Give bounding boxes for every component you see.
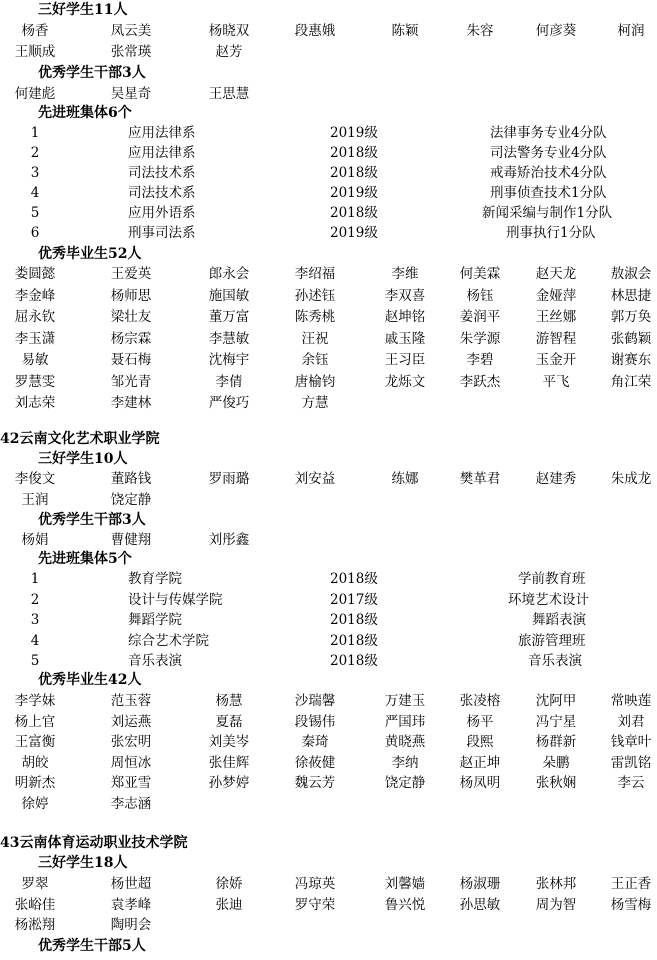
s1-sanhao-row — [0, 42, 657, 63]
s1-biye-heading: 优秀毕业生52人 — [38, 246, 142, 262]
name-cell: 张凌榕 — [459, 693, 501, 709]
name-cell: 何美霖 — [459, 266, 501, 282]
name-cell: 玉金开 — [535, 352, 577, 368]
name-cell: 冯宁星 — [535, 713, 577, 730]
class-cell: 旅游管理班 — [518, 632, 586, 649]
name-cell: 戚玉隆 — [384, 330, 426, 347]
s3-sanhao-row — [0, 874, 657, 895]
grade-cell: 2017级 — [330, 591, 378, 608]
name-cell: 鲁兴悦 — [384, 896, 426, 913]
name-cell: 郭万奂 — [610, 309, 652, 325]
class-cell: 学前教育班 — [518, 571, 586, 587]
s2-biye-row — [0, 773, 657, 794]
name-cell: 陈颖 — [391, 23, 419, 39]
name-cell: 金娅萍 — [535, 287, 577, 304]
name-cell: 段惠娥 — [294, 23, 336, 39]
grade-cell: 2018级 — [330, 571, 378, 587]
name-cell: 凤云美 — [110, 23, 152, 39]
s2-biye-row — [0, 753, 657, 774]
name-cell: 陶明会 — [110, 917, 152, 933]
name-cell: 李玉潇 — [14, 330, 56, 347]
name-cell: 钱章叶 — [610, 734, 652, 751]
name-cell: 杨雪梅 — [610, 896, 652, 913]
dept-cell: 综合艺术学院 — [128, 632, 209, 649]
name-cell: 方慧 — [301, 395, 329, 411]
s3-sanhao-row — [0, 915, 657, 936]
name-cell: 段熙 — [466, 734, 494, 751]
name-cell: 李云 — [617, 775, 645, 792]
s2-ganbu-row — [0, 530, 657, 551]
name-cell: 徐婷 — [21, 796, 49, 812]
name-cell: 孙梦婷 — [208, 775, 250, 792]
s1-jiti-heading: 先进班集体6个 — [38, 105, 132, 121]
s2-biye-row — [0, 732, 657, 753]
name-cell: 何彦葵 — [535, 23, 577, 39]
name-cell: 周为智 — [535, 896, 577, 913]
name-cell: 朵鹏 — [542, 754, 570, 771]
name-cell: 吴星奇 — [110, 86, 152, 102]
name-cell: 杨世超 — [110, 876, 152, 892]
name-cell: 沙瑞馨 — [294, 693, 336, 709]
row-number: 1 — [30, 571, 40, 587]
name-cell: 孙述钰 — [294, 287, 336, 304]
name-cell: 刘彤鑫 — [208, 532, 250, 548]
s1-biye-row — [0, 372, 657, 393]
name-cell: 常映莲 — [610, 693, 652, 709]
name-cell: 孙思敏 — [459, 896, 501, 913]
name-cell: 郑亚雪 — [110, 775, 152, 792]
grade-cell: 2018级 — [330, 653, 378, 669]
name-cell: 娄圆懿 — [14, 266, 56, 282]
s2-biye-row — [0, 794, 657, 815]
name-cell: 李双喜 — [384, 287, 426, 304]
name-cell: 杨上官 — [14, 713, 56, 730]
name-cell: 李志涵 — [110, 796, 152, 812]
name-cell: 郎永会 — [208, 266, 250, 282]
name-cell: 魏云芳 — [294, 775, 336, 792]
name-cell: 罗慧雯 — [14, 373, 56, 390]
name-cell: 陈秀桃 — [294, 309, 336, 325]
class-cell: 环境艺术设计 — [508, 591, 589, 608]
name-cell: 严俊巧 — [208, 395, 250, 411]
name-cell: 杨慧 — [215, 693, 243, 709]
name-cell: 李倩 — [215, 373, 243, 390]
s2-jiti-row — [0, 569, 657, 590]
name-cell: 罗雨璐 — [208, 471, 250, 487]
class-cell: 舞蹈表演 — [532, 612, 586, 628]
name-cell: 冯琼英 — [294, 876, 336, 892]
name-cell: 刘志荣 — [14, 395, 56, 411]
s2-sanhao-row — [0, 469, 657, 490]
name-cell: 刘美岑 — [208, 734, 250, 751]
name-cell: 李慧敏 — [208, 330, 250, 347]
name-cell: 胡皎 — [21, 754, 49, 771]
name-cell: 董万富 — [208, 309, 250, 325]
name-cell: 李学妹 — [14, 693, 56, 709]
name-cell: 董路钱 — [110, 471, 152, 487]
name-cell: 李俊文 — [14, 471, 56, 487]
name-cell: 余钰 — [301, 352, 329, 368]
s2-sanhao-heading: 三好学生10人 — [38, 451, 128, 467]
s1-jiti-row: 6 刑事司法系 2019级 刑事执行1分队 — [30, 225, 596, 241]
name-cell: 杨宗霖 — [110, 330, 152, 347]
name-cell: 赵坤铭 — [384, 309, 426, 325]
name-cell: 杨香 — [21, 23, 49, 39]
name-cell: 李跃杰 — [459, 373, 501, 390]
name-cell: 王顺成 — [14, 44, 56, 60]
name-cell: 朱容 — [466, 23, 494, 39]
name-cell: 张宏明 — [110, 734, 152, 751]
name-cell: 王富衡 — [14, 734, 56, 751]
dept-cell: 设计与传媒学院 — [128, 591, 223, 608]
s1-sanhao-heading: 三好学生11人 — [38, 2, 128, 18]
name-cell: 袁孝峰 — [110, 896, 152, 913]
s2-jiti-row — [0, 651, 657, 672]
dept-cell: 音乐表演 — [128, 653, 182, 669]
name-cell: 朱成龙 — [610, 471, 652, 487]
dept-cell: 教育学院 — [128, 571, 182, 587]
name-cell: 王丝娜 — [535, 309, 577, 325]
name-cell: 杨凤明 — [459, 775, 501, 792]
name-cell: 刘君 — [617, 713, 645, 730]
name-cell: 杨娟 — [21, 532, 49, 548]
name-cell: 杨晓双 — [208, 23, 250, 39]
name-cell: 姜润平 — [459, 309, 501, 325]
name-cell: 王习臣 — [384, 352, 426, 368]
name-cell: 李维 — [391, 266, 419, 282]
s1-biye-row — [0, 286, 657, 307]
name-cell: 柯润 — [617, 23, 645, 39]
s1-biye-row — [0, 307, 657, 328]
name-cell: 李碧 — [466, 352, 494, 368]
name-cell: 沈梅宇 — [208, 352, 250, 368]
name-cell: 角江荣 — [610, 373, 652, 390]
name-cell: 练娜 — [391, 471, 419, 487]
name-cell: 施国敏 — [208, 287, 250, 304]
row-number: 2 — [30, 591, 40, 608]
s1-jiti-row: 5 应用外语系 2018级 新闻采编与制作1分队 — [30, 205, 613, 221]
name-cell: 徐莜健 — [294, 754, 336, 771]
grade-cell: 2018级 — [330, 612, 378, 628]
name-cell: 饶定静 — [110, 491, 152, 508]
name-cell: 刘安益 — [294, 471, 336, 487]
s1-jiti-row: 1 应用法律系 2019级 法律事务专业4分队 — [30, 125, 607, 141]
name-cell: 赵正坤 — [459, 754, 501, 771]
name-cell: 黄晓燕 — [384, 734, 426, 751]
s1-biye-row — [0, 264, 657, 285]
name-cell: 杨群新 — [535, 734, 577, 751]
name-cell: 邹光青 — [110, 373, 152, 390]
name-cell: 罗翠 — [21, 876, 49, 892]
name-cell: 杨淑珊 — [459, 876, 501, 892]
name-cell: 屈永钦 — [14, 309, 56, 325]
grade-cell: 2018级 — [330, 632, 378, 649]
name-cell: 杨淞翔 — [14, 917, 56, 933]
name-cell: 范玉蓉 — [110, 693, 152, 709]
s1-jiti-row: 4 司法技术系 2019级 刑事侦查技术1分队 — [30, 185, 607, 201]
s2-ganbu-heading: 优秀学生干部3人 — [38, 512, 146, 528]
name-cell: 张林邦 — [535, 876, 577, 892]
name-cell: 平飞 — [542, 373, 570, 390]
s2-jiti-heading: 先进班集体5个 — [38, 551, 132, 567]
s1-biye-row — [0, 350, 657, 371]
name-cell: 万建玉 — [384, 693, 426, 709]
name-cell: 赵芳 — [215, 44, 243, 60]
name-cell: 张佳辉 — [208, 754, 250, 771]
name-cell: 张迪 — [215, 896, 243, 913]
name-cell: 张常瑛 — [110, 44, 152, 60]
name-cell: 李建林 — [110, 395, 152, 411]
s1-jiti-row: 2 应用法律系 2018级 司法警务专业4分队 — [30, 145, 607, 161]
row-number: 5 — [30, 653, 40, 669]
name-cell: 秦琦 — [301, 734, 329, 751]
s3-sanhao-heading: 三好学生18人 — [38, 855, 128, 871]
name-cell: 敖淑会 — [610, 266, 652, 282]
name-cell: 张峪佳 — [14, 896, 56, 913]
name-cell: 夏磊 — [215, 713, 243, 730]
s2-sanhao-row — [0, 490, 657, 511]
s2-biye-heading: 优秀毕业生42人 — [38, 672, 142, 688]
name-cell: 张鹤颖 — [610, 330, 652, 347]
name-cell: 刘运燕 — [110, 713, 152, 730]
name-cell: 赵天龙 — [535, 266, 577, 282]
name-cell: 刘馨嫱 — [384, 876, 426, 892]
dept-cell: 舞蹈学院 — [128, 612, 182, 628]
row-number: 4 — [30, 632, 40, 649]
name-cell: 段锡伟 — [294, 713, 336, 730]
s1-biye-row — [0, 329, 657, 350]
name-cell: 王润 — [21, 491, 49, 508]
name-cell: 曹健翔 — [110, 532, 152, 548]
name-cell: 汪祝 — [301, 330, 329, 347]
name-cell: 李纳 — [391, 754, 419, 771]
s2-biye-row — [0, 712, 657, 733]
s1-sanhao-row — [0, 21, 657, 42]
name-cell: 王正香 — [610, 876, 652, 892]
name-cell: 杨师思 — [110, 287, 152, 304]
class-cell: 音乐表演 — [528, 653, 582, 669]
name-cell: 明新杰 — [14, 775, 56, 792]
name-cell: 林思捷 — [610, 287, 652, 304]
name-cell: 李金峰 — [14, 287, 56, 304]
name-cell: 王思慧 — [208, 86, 250, 102]
name-cell: 游智程 — [535, 330, 577, 347]
name-cell: 周恒冰 — [110, 754, 152, 771]
s3-sanhao-row — [0, 895, 657, 916]
name-cell: 赵建秀 — [535, 471, 577, 487]
s2-jiti-row — [0, 631, 657, 652]
name-cell: 龙烁文 — [384, 373, 426, 390]
name-cell: 杨平 — [466, 713, 494, 730]
name-cell: 梁壮友 — [110, 309, 152, 325]
s1-biye-row — [0, 393, 657, 414]
s1-jiti-row: 3 司法技术系 2018级 戒毒矫治技术4分队 — [30, 165, 607, 181]
name-cell: 聂石梅 — [110, 352, 152, 368]
name-cell: 沈阿甲 — [535, 693, 577, 709]
name-cell: 唐榆钧 — [294, 373, 336, 390]
name-cell: 朱学源 — [459, 330, 501, 347]
name-cell: 严国玮 — [384, 713, 426, 730]
name-cell: 罗守荣 — [294, 896, 336, 913]
s3-school-title: 43云南体育运动职业技术学院 — [0, 835, 188, 851]
name-cell: 樊革君 — [459, 471, 501, 487]
name-cell: 徐娇 — [215, 876, 243, 892]
s2-school-title: 42云南文化艺术职业学院 — [0, 431, 160, 447]
s1-ganbu-heading: 优秀学生干部3人 — [38, 65, 146, 81]
name-cell: 张秋娴 — [535, 775, 577, 792]
name-cell: 王爱英 — [110, 266, 152, 282]
name-cell: 谢赛东 — [610, 352, 652, 368]
name-cell: 饶定静 — [384, 775, 426, 792]
s1-ganbu-row — [0, 84, 657, 105]
name-cell: 何建彪 — [14, 86, 56, 102]
s3-ganbu-heading: 优秀学生干部5人 — [38, 938, 146, 954]
s2-jiti-row — [0, 590, 657, 611]
name-cell: 李绍福 — [294, 266, 336, 282]
name-cell: 易敏 — [21, 352, 49, 368]
name-cell: 杨钰 — [466, 287, 494, 304]
name-cell: 雷凯铭 — [610, 754, 652, 771]
s2-biye-row — [0, 691, 657, 712]
row-number: 3 — [30, 612, 40, 628]
s2-jiti-row — [0, 610, 657, 631]
